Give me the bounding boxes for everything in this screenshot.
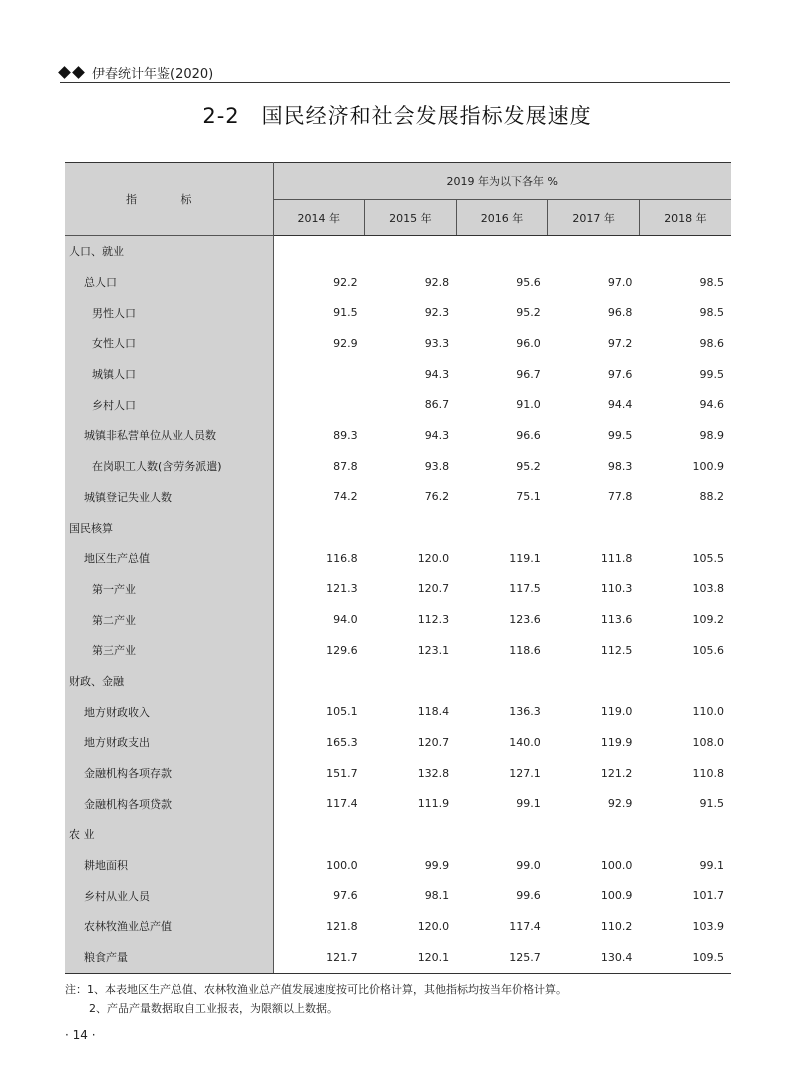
table-row [65, 727, 731, 758]
table-number: 2-2 [202, 104, 240, 128]
year-column-header: 2015 年 [365, 200, 457, 236]
table-row [65, 543, 731, 574]
footnote-1: 注：1、本表地区生产总值、农林牧渔业总产值发展速度按可比价格计算，其他指标均按当年价格计算。 [65, 983, 567, 996]
value-cell: 99.1 [516, 797, 541, 811]
indicator-label: 第一产业 [65, 574, 273, 605]
value-cell: 110.3 [600, 582, 633, 596]
year-column-header: 2016 年 [456, 200, 548, 236]
indicator-label: 第二产业 [65, 604, 273, 635]
value-cell: 97.2 [607, 336, 633, 350]
value-cell: 119.0 [600, 705, 633, 719]
value-cell: 121.2 [600, 766, 633, 780]
indicator-label: 总人口 [65, 267, 273, 298]
value-cell: 98.5 [699, 306, 725, 320]
indicator-label: 在岗职工人数(含劳务派遣) [65, 451, 273, 482]
table-title: 国民经济和社会发展指标发展速度 [261, 104, 592, 128]
indicator-label: 女性人口 [65, 328, 273, 359]
indicator-label: 金融机构各项贷款 [65, 788, 273, 819]
value-cell: 105.5 [692, 551, 725, 565]
indicator-label: 男性人口 [65, 297, 273, 328]
value-cell: 121.7 [273, 942, 365, 973]
page-title [0, 100, 794, 130]
value-cell: 95.6 [516, 275, 541, 289]
value-cell [273, 359, 365, 390]
value-cell: 92.8 [424, 275, 450, 289]
table-row [65, 911, 731, 942]
running-title: 伊春统计年鉴(2020) [92, 66, 214, 82]
table-row [65, 574, 731, 605]
value-cell: 88.2 [699, 490, 725, 504]
value-cell: 100.0 [326, 858, 358, 872]
value-cell: 123.6 [509, 613, 541, 627]
indicator-label: 第三产业 [65, 635, 273, 666]
value-cell: 120.0 [417, 919, 450, 933]
indicator-label: 地方财政收入 [65, 696, 273, 727]
value-cell: 95.2 [516, 459, 541, 473]
table-row [65, 267, 731, 298]
indicator-label: 城镇人口 [65, 359, 273, 390]
value-cell [273, 389, 365, 420]
value-cell: 97.6 [333, 889, 358, 903]
value-cell: 77.8 [607, 490, 633, 504]
value-cell: 118.6 [509, 643, 541, 657]
section-row [65, 666, 731, 697]
value-cell: 123.1 [417, 643, 450, 657]
value-cell: 92.2 [333, 275, 358, 289]
value-cell [456, 666, 548, 697]
table-row [65, 420, 731, 451]
value-cell: 94.6 [699, 398, 725, 412]
value-cell: 97.6 [607, 367, 633, 381]
value-cell: 99.1 [699, 858, 725, 872]
indicator-label: 人口、就业 [65, 236, 273, 267]
indicator-label: 农林牧渔业总产值 [65, 911, 273, 942]
value-cell: 98.6 [699, 336, 725, 350]
value-cell: 92.9 [333, 336, 358, 350]
value-cell: 119.1 [509, 551, 541, 565]
table-row [65, 880, 731, 911]
value-cell [548, 666, 640, 697]
value-cell: 96.6 [516, 428, 541, 442]
value-cell: 75.1 [516, 490, 541, 504]
page-number: · 14 · [65, 1028, 96, 1042]
value-cell: 92.3 [424, 306, 450, 320]
table-row [65, 482, 731, 513]
value-cell: 96.7 [516, 367, 541, 381]
value-cell: 76.2 [424, 490, 450, 504]
value-cell: 96.8 [607, 306, 633, 320]
value-cell [273, 236, 365, 267]
value-cell: 132.8 [417, 766, 450, 780]
value-cell [365, 666, 457, 697]
value-cell: 99.6 [516, 889, 541, 903]
running-header [60, 62, 730, 83]
value-cell: 116.8 [326, 551, 358, 565]
indicator-label: 粮食产量 [65, 942, 273, 973]
year-column-header: 2017 年 [548, 200, 640, 236]
value-cell: 98.9 [699, 428, 725, 442]
value-cell: 109.2 [692, 613, 725, 627]
footnotes [65, 980, 745, 1018]
value-cell: 94.4 [607, 398, 633, 412]
value-cell: 99.0 [516, 858, 541, 872]
value-cell: 91.5 [333, 306, 358, 320]
value-cell: 94.3 [424, 428, 450, 442]
value-cell: 100.9 [600, 889, 633, 903]
value-cell: 111.8 [600, 551, 633, 565]
indicator-growth-table [65, 162, 731, 974]
value-cell: 103.8 [692, 582, 725, 596]
value-cell: 120.1 [365, 942, 457, 973]
value-cell: 100.0 [600, 858, 633, 872]
value-cell: 98.3 [607, 459, 633, 473]
value-cell: 130.4 [548, 942, 640, 973]
value-cell: 97.0 [607, 275, 633, 289]
value-cell: 110.8 [692, 766, 725, 780]
table-row [65, 758, 731, 789]
value-cell: 87.8 [333, 459, 358, 473]
value-cell: 99.9 [424, 858, 450, 872]
indicator-label: 耕地面积 [65, 850, 273, 881]
value-cell: 129.6 [326, 643, 358, 657]
value-cell: 121.8 [326, 919, 358, 933]
value-cell: 117.5 [509, 582, 541, 596]
value-cell [456, 819, 548, 850]
value-cell: 93.3 [424, 336, 450, 350]
value-cell: 111.9 [417, 797, 450, 811]
value-cell [639, 666, 731, 697]
value-cell: 89.3 [333, 428, 358, 442]
value-cell: 96.0 [516, 336, 541, 350]
value-cell: 98.5 [699, 275, 725, 289]
value-cell [639, 512, 731, 543]
value-cell: 91.0 [516, 398, 541, 412]
table-row [65, 696, 731, 727]
value-cell: 120.0 [417, 551, 450, 565]
value-cell [365, 819, 457, 850]
value-cell: 127.1 [509, 766, 541, 780]
value-cell: 105.6 [692, 643, 725, 657]
table-row [65, 788, 731, 819]
value-cell: 120.7 [417, 735, 450, 749]
value-cell: 165.3 [326, 735, 358, 749]
value-cell: 136.3 [509, 705, 541, 719]
value-cell: 113.6 [600, 613, 633, 627]
value-cell: 117.4 [509, 919, 541, 933]
value-cell: 105.1 [326, 705, 358, 719]
value-cell [456, 512, 548, 543]
value-cell: 110.2 [600, 919, 633, 933]
value-cell [639, 819, 731, 850]
value-cell: 119.9 [600, 735, 633, 749]
table-row [65, 850, 731, 881]
indicator-label: 国民核算 [65, 512, 273, 543]
value-cell: 121.3 [326, 582, 358, 596]
value-cell: 103.9 [692, 919, 725, 933]
indicator-label: 农 业 [65, 819, 273, 850]
value-cell: 74.2 [333, 490, 358, 504]
indicator-label: 乡村人口 [65, 389, 273, 420]
value-cell: 140.0 [509, 735, 541, 749]
value-cell [365, 236, 457, 267]
value-cell: 100.9 [692, 459, 725, 473]
table-row [65, 297, 731, 328]
indicator-label: 地区生产总值 [65, 543, 273, 574]
section-row [65, 236, 731, 267]
table-row [65, 328, 731, 359]
value-cell [273, 512, 365, 543]
indicator-label: 金融机构各项存款 [65, 758, 273, 789]
value-cell: 94.0 [333, 613, 358, 627]
year-column-header: 2014 年 [273, 200, 365, 236]
value-cell: 110.0 [692, 705, 725, 719]
year-column-header: 2018 年 [639, 200, 731, 236]
value-cell: 86.7 [424, 398, 450, 412]
value-cell: 94.3 [424, 367, 450, 381]
table-row [65, 635, 731, 666]
diamond-bullet-icon [60, 68, 88, 77]
value-cell [639, 236, 731, 267]
section-row [65, 512, 731, 543]
value-cell: 125.7 [456, 942, 548, 973]
value-cell: 101.7 [692, 889, 725, 903]
value-cell: 120.7 [417, 582, 450, 596]
section-row [65, 819, 731, 850]
value-cell [548, 236, 640, 267]
value-cell [273, 666, 365, 697]
value-cell: 99.5 [699, 367, 725, 381]
value-cell [548, 512, 640, 543]
indicator-column-header: 指 标 [65, 163, 273, 236]
indicator-label: 地方财政支出 [65, 727, 273, 758]
indicator-label: 乡村从业人员 [65, 880, 273, 911]
base-year-header: 2019 年为以下各年 % [273, 163, 731, 200]
value-cell: 92.9 [607, 797, 633, 811]
table-row [65, 942, 731, 973]
value-cell: 108.0 [692, 735, 725, 749]
indicator-label: 城镇登记失业人数 [65, 482, 273, 513]
footnote-2: 2、产品产量数据取自工业报表，为限额以上数据。 [89, 1002, 338, 1015]
value-cell: 93.8 [424, 459, 450, 473]
value-cell: 112.5 [600, 643, 633, 657]
value-cell: 95.2 [516, 306, 541, 320]
table-row [65, 451, 731, 482]
table-row [65, 389, 731, 420]
value-cell [365, 512, 457, 543]
value-cell: 151.7 [326, 766, 358, 780]
value-cell: 109.5 [639, 942, 731, 973]
value-cell: 112.3 [417, 613, 450, 627]
value-cell: 99.5 [607, 428, 633, 442]
value-cell [548, 819, 640, 850]
indicator-label: 城镇非私营单位从业人员数 [65, 420, 273, 451]
table-row [65, 604, 731, 635]
table-row [65, 359, 731, 390]
indicator-label: 财政、金融 [65, 666, 273, 697]
value-cell: 118.4 [417, 705, 450, 719]
value-cell: 117.4 [326, 797, 358, 811]
value-cell: 98.1 [424, 889, 450, 903]
value-cell [273, 819, 365, 850]
value-cell [456, 236, 548, 267]
value-cell: 91.5 [699, 797, 725, 811]
